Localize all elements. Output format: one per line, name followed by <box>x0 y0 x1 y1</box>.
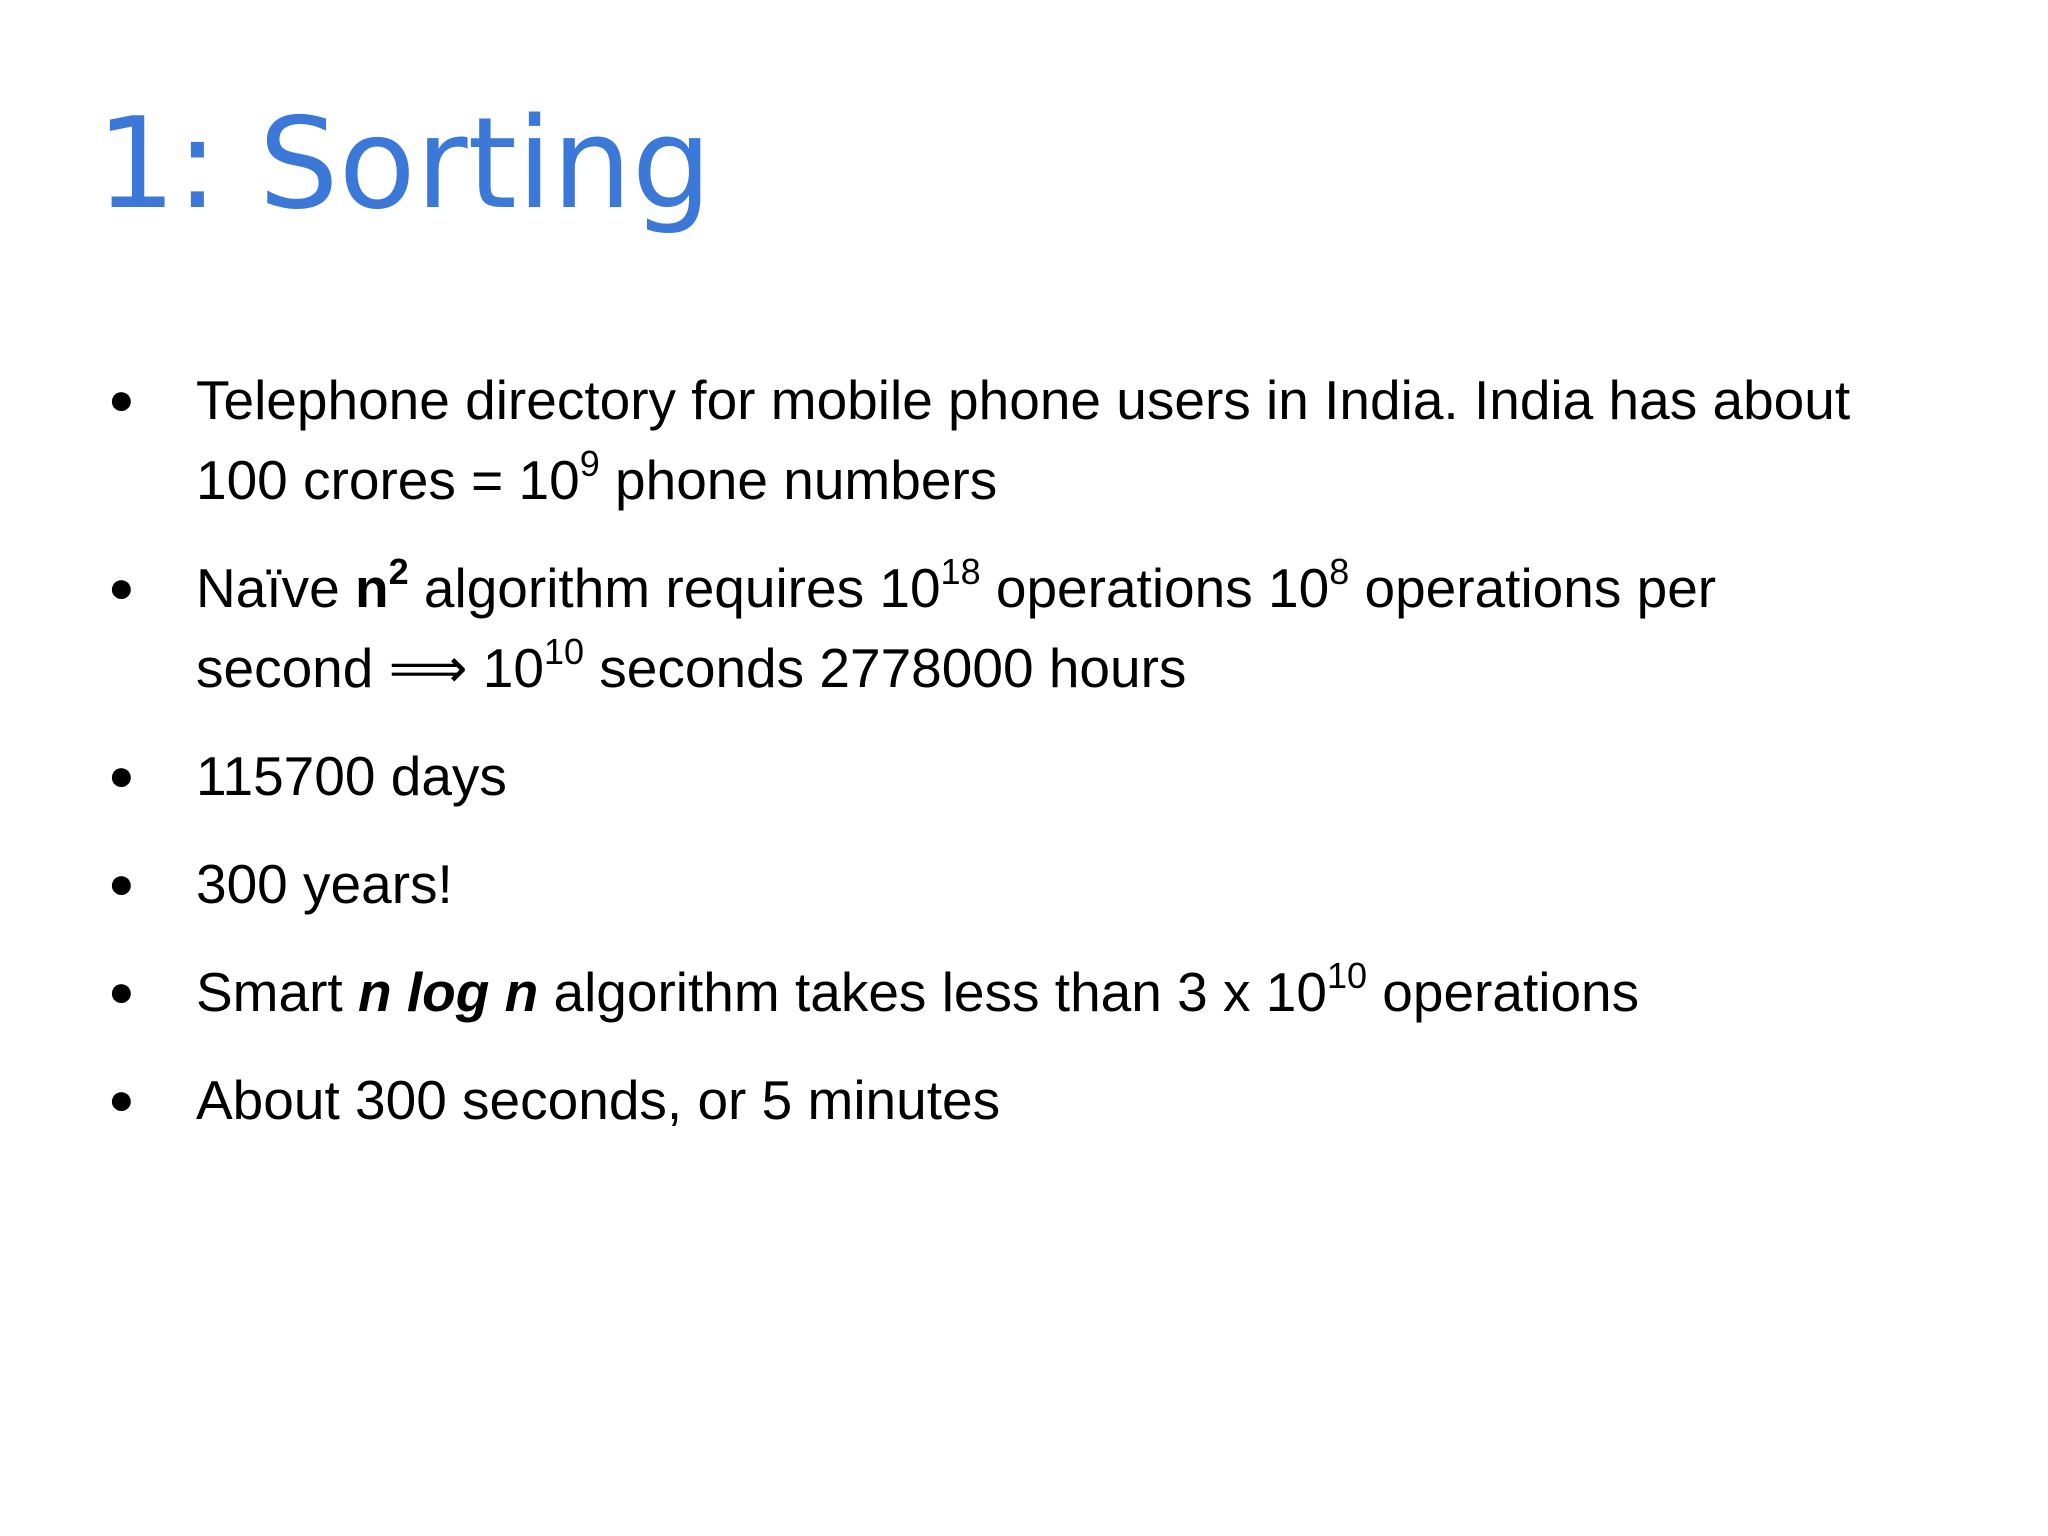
text: algorithm takes less than 3 x 10 <box>538 961 1327 1023</box>
bullet-telephone-directory <box>108 360 2008 520</box>
text: phone numbers <box>599 449 998 511</box>
bullet-dot-icon: ● <box>108 859 135 908</box>
text: operations 10 <box>980 557 1330 619</box>
bullet-dot-icon: ● <box>108 751 135 800</box>
text: Telephone directory for mobile phone users in India. India has about <box>196 369 1851 431</box>
text: second ⟹ 10 <box>196 637 544 699</box>
bullet-line <box>196 548 2008 628</box>
bullet-dot-icon: ● <box>108 1075 135 1124</box>
n-squared <box>354 550 409 619</box>
bullet-line <box>196 628 2008 708</box>
bullet-days <box>108 736 2008 816</box>
bullet-line <box>196 360 2008 440</box>
bullet-smart-algorithm <box>108 952 2008 1032</box>
text: operations <box>1367 961 1640 1023</box>
n-log-n: n log n <box>357 961 539 1023</box>
bullet-line <box>196 440 2008 520</box>
bullet-naive-algorithm <box>108 548 2008 708</box>
text: About 300 seconds, or 5 minutes <box>196 1069 1001 1131</box>
exponent: 2 <box>388 550 409 592</box>
text: 100 crores = 10 <box>196 449 580 511</box>
text: operations per <box>1349 557 1717 619</box>
text: 300 years! <box>196 853 453 915</box>
exponent: 8 <box>1329 550 1350 592</box>
text: 115700 days <box>196 745 507 807</box>
slide-title: 1: Sorting <box>96 90 712 237</box>
exponent: 10 <box>543 630 584 672</box>
text: seconds 2778000 hours <box>584 637 1187 699</box>
bullet-list <box>108 360 2008 1168</box>
text: Naïve <box>196 557 355 619</box>
exponent: 9 <box>579 442 600 484</box>
bullet-line <box>196 952 2008 1032</box>
bullet-minutes <box>108 1060 2008 1140</box>
bullet-dot-icon: ● <box>108 563 135 612</box>
exponent: 18 <box>940 550 981 592</box>
bullet-dot-icon: ● <box>108 967 135 1016</box>
bullet-years <box>108 844 2008 924</box>
exponent: 10 <box>1326 954 1367 996</box>
bullet-dot-icon: ● <box>108 375 135 424</box>
text: Smart <box>196 961 358 1023</box>
text: n <box>354 557 389 619</box>
text: algorithm requires 10 <box>408 557 941 619</box>
